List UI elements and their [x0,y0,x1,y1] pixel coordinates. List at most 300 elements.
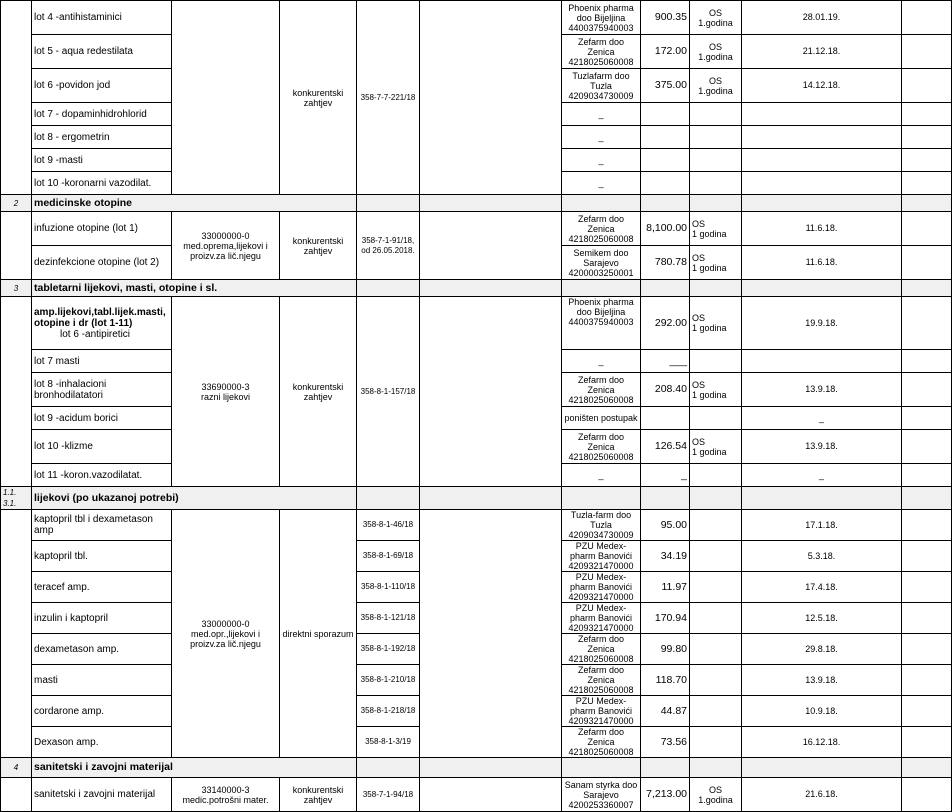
supplier-cell [562,172,641,195]
contract-cell [690,350,742,373]
amount-cell: 118.70 [641,665,690,696]
section-empty-cell [690,280,742,297]
supplier-cell [562,696,641,727]
text-line: 358-7-7-221/18 [360,92,416,102]
amount-cell [641,407,690,430]
contract-cell [690,35,742,69]
section-title: medicinske otopine [32,195,357,212]
contract-cell [690,69,742,103]
text-line: Phoenix pharma doo Bijeljina [568,297,634,317]
text-line: 358-8-1-157/18 [360,386,416,396]
text-line: konkurentski [292,381,344,392]
cpv-cell [172,778,280,812]
contract-cell [690,212,742,246]
lot-label: lot 9 -acidum borici [34,412,118,424]
contract-cell [690,407,742,430]
date-cell: 21.6.18. [742,778,902,812]
cpv-cell [172,297,280,487]
text-line: 4209321470000 [568,623,634,633]
reference-cell [357,212,420,280]
section-empty-cell [641,487,690,510]
supplier-cell [562,727,641,758]
supplier-cell [562,69,641,103]
text-line: medic.potrošni mater. [182,794,269,805]
text-line: OS [692,252,706,263]
section-title: sanitetski i zavojni materijal [32,758,357,778]
lot-name [32,350,172,373]
section-empty-cell [562,280,641,297]
blank-cell [420,212,562,280]
section-empty-cell [420,487,562,510]
text-line: PZU Medex-pharm Banovići [569,603,633,623]
amount-cell: ___ [641,350,690,373]
amount-cell: 208.40 [641,373,690,407]
section-empty-cell [357,487,420,510]
lot-sublabel: lot 6 -antipiretici [60,328,131,340]
text-line: PZU Medex-pharm Banovići [569,541,633,561]
text-line: od 26.05.2018. [361,245,415,255]
text-line: 33690000-3 [201,381,250,392]
text-line: 4400375940003 [568,317,634,327]
empty-cell [902,665,952,696]
supplier-cell [562,35,641,69]
text-line: konkurentski [292,235,344,246]
contract-cell [690,430,742,464]
lot-label: lot 7 masti [34,355,80,367]
text-line: OS [708,41,722,52]
contract-cell [690,103,742,126]
date-cell [742,126,902,149]
text-line: 33000000-0 [201,618,250,629]
amount-cell: 170.94 [641,603,690,634]
empty-cell [902,696,952,727]
section-empty-cell [690,758,742,778]
lot-name [32,172,172,195]
reference-cell [357,778,420,812]
text-line: 4209034730009 [568,90,634,101]
section-empty-cell [641,758,690,778]
supplier-cell [562,541,641,572]
supplier-cell [562,665,641,696]
contract-cell [690,696,742,727]
amount-cell: 11.97 [641,572,690,603]
date-cell: 5.3.18. [742,541,902,572]
reference-cell: 358-8-1-46/18 [357,510,420,541]
lot-name [32,297,172,350]
text-line: Zefarm doo Zenica [577,634,625,654]
text-line: med.opr.,lijekovi i [190,628,261,639]
text-line: 4200253360007 [568,799,634,810]
lot-name [32,246,172,280]
lot-label: cordarone amp. [34,705,105,717]
blank-cell [420,297,562,487]
section-number: 4 [1,758,32,778]
procedure-cell [280,297,357,487]
text-line: PZU Medex-pharm Banovići [569,572,633,592]
table-body [1,1,952,812]
text-line: poništen postupak [564,413,638,423]
reference-cell: 358-8-1-121/18 [357,603,420,634]
text-line: OS [692,313,706,323]
empty-cell [902,212,952,246]
contract-cell [690,727,742,758]
text-line: Tuzla-farm doo Tuzla [570,510,632,530]
text-line: 4209321470000 [568,592,634,602]
text-line: zahtjev [303,97,333,108]
cpv-cell [172,212,280,280]
reference-cell: 358-8-1-3/19 [357,727,420,758]
section-title: lijekovi (po ukazanoj potrebi) [32,487,357,510]
text-line: OS [708,784,722,795]
amount-cell: 7,213.00 [641,778,690,812]
table-row [1,1,952,35]
text-line: Zefarm doo Zenica [577,431,625,452]
lot-label: lot 10 -klizme [34,441,93,452]
contract-cell [690,172,742,195]
amount-cell: 780.78 [641,246,690,280]
empty-cell [902,103,952,126]
number-cell [1,212,32,280]
text-line: Zefarm doo Zenica [577,213,625,234]
text-line: 4218025060008 [568,56,634,67]
text-line: proizv.za lič.njegu [190,250,261,261]
lot-name [32,510,172,541]
section-empty-cell [742,280,902,297]
lot-name [32,665,172,696]
text-line: razni lijekovi [200,391,251,402]
cpv-cell [172,510,280,758]
empty-cell [902,430,952,464]
section-empty-cell [357,280,420,297]
contract-cell [690,149,742,172]
lot-label: amp.lijekovi,tabl.lijek.masti, otopine i dr (lot 1-11) [34,306,166,329]
section-empty-cell [357,758,420,778]
lot-label: lot 5 - aqua redestilata [34,46,133,57]
empty-cell [902,350,952,373]
empty-cell [902,35,952,69]
empty-cell [902,69,952,103]
lot-label: masti [34,674,58,686]
lot-name [32,373,172,407]
text-line: 1.godina [698,17,733,28]
supplier-cell [562,464,641,487]
procedure-cell [280,510,357,758]
text-line: 4200003250001 [568,267,634,278]
text-line: zahtjev [303,794,333,805]
contract-cell [690,634,742,665]
cpv-cell [172,1,280,195]
blank-cell [420,1,562,195]
lot-label: lot 6 -povidon jod [34,80,111,91]
lot-name [32,603,172,634]
table-row [1,297,952,350]
reference-cell: 358-8-1-192/18 [357,634,420,665]
text-line: OS [692,218,706,229]
blank-cell [420,778,562,812]
reference-cell: 358-8-1-69/18 [357,541,420,572]
text-line: 4400375940003 [568,22,634,33]
reference-cell: 358-8-1-210/18 [357,665,420,696]
lot-name [32,407,172,430]
text-line: _ [598,356,604,366]
procedure-cell [280,212,357,280]
lot-label: inzulin i kaptopril [34,612,108,624]
date-cell: 11.6.18. [742,212,902,246]
date-cell: 10.9.18. [742,696,902,727]
text-line: _ [598,132,604,142]
text-line: 4218025060008 [568,654,634,664]
section-number: 2 [1,195,32,212]
contract-cell [690,778,742,812]
lot-label: lot 8 - ergometrin [34,131,110,143]
amount-cell [641,172,690,195]
section-row [1,280,952,297]
amount-cell: 99.80 [641,634,690,665]
lot-name [32,69,172,103]
contract-cell [690,541,742,572]
supplier-cell [562,212,641,246]
lot-label: Dexason amp. [34,736,99,748]
text-line: OS [692,379,706,390]
text-line: 4209321470000 [568,716,634,726]
text-line: OS [708,75,722,86]
lot-name [32,696,172,727]
amount-cell: 375.00 [641,69,690,103]
text-line: 4218025060008 [568,233,634,244]
date-cell: 29.8.18. [742,634,902,665]
contract-cell [690,297,742,350]
amount-cell: 73.56 [641,727,690,758]
date-cell: 17.4.18. [742,572,902,603]
lot-label: lot 9 -masti [34,154,83,166]
empty-cell [902,572,952,603]
amount-cell: 900.35 [641,1,690,35]
date-cell: 13.9.18. [742,373,902,407]
contract-cell [690,373,742,407]
amount-cell [641,103,690,126]
date-cell: 13.9.18. [742,430,902,464]
text-line: 1.godina [698,51,733,62]
reference-cell: 358-8-1-110/18 [357,572,420,603]
contract-cell [690,665,742,696]
contract-cell [690,510,742,541]
empty-cell [902,297,952,350]
text-line: 33140000-3 [201,784,250,795]
lot-name [32,727,172,758]
text-line: 33000000-0 [201,230,250,241]
text-line: _ [598,155,604,165]
lot-name [32,572,172,603]
text-line: 1 godina [692,389,727,400]
empty-cell [902,778,952,812]
empty-cell [902,149,952,172]
date-cell: 14.12.18. [742,69,902,103]
text-line: _ [598,470,604,480]
lot-label: kaptopril tbl i dexametason amp [34,514,153,536]
section-number: 3 [1,280,32,297]
date-cell [742,103,902,126]
reference-cell [357,297,420,487]
lot-label: lot 4 -antihistaminici [34,12,122,23]
section-empty-cell [562,487,641,510]
text-line: 1.godina [698,85,733,96]
supplier-cell [562,430,641,464]
text-line: 4218025060008 [568,685,634,695]
lot-name [32,541,172,572]
date-cell: 19.9.18. [742,297,902,350]
supplier-cell [562,634,641,665]
supplier-cell [562,149,641,172]
supplier-cell [562,778,641,812]
number-cell [1,778,32,812]
section-empty-cell [562,195,641,212]
text-line: 4209034730009 [568,530,634,540]
text-line: konkurentski [292,784,344,795]
lot-name [32,212,172,246]
text-line: Phoenix pharma doo Bijeljina [568,2,634,23]
text-line: Zefarm doo Zenica [577,727,625,747]
text-line: 1 godina [692,228,727,239]
supplier-cell [562,350,641,373]
lot-name [32,149,172,172]
table-row [1,212,952,246]
text-line: 4209321470000 [568,561,634,571]
date-cell: 28.01.19. [742,1,902,35]
lot-label: lot 11 -koron.vazodilatat. [34,469,143,481]
amount-cell: 44.87 [641,696,690,727]
text-line: 1 godina [692,446,727,457]
text-line: OS [708,7,722,18]
procedure-cell [280,778,357,812]
lot-label: dexametason amp. [34,643,120,655]
supplier-cell [562,126,641,149]
lot-label: lot 10 -koronarni vazodilat. [34,177,152,189]
date-cell: _ [742,407,902,430]
lot-label: sanitetski i zavojni materijal [34,789,156,800]
section-empty-cell [420,195,562,212]
contract-cell [690,572,742,603]
supplier-cell [562,407,641,430]
empty-cell [902,634,952,665]
date-cell: 16.12.18. [742,727,902,758]
blank-cell [420,510,562,758]
empty-cell [902,510,952,541]
amount-cell: 172.00 [641,35,690,69]
number-cell [1,1,32,195]
supplier-cell [562,297,641,350]
lot-label: kaptopril tbl. [34,550,88,562]
supplier-cell [562,603,641,634]
date-cell: 11.6.18. [742,246,902,280]
empty-cell [902,172,952,195]
amount-cell: 126.54 [641,430,690,464]
supplier-cell [562,510,641,541]
text-line: Sanam styrka doo Sarajevo [564,779,638,800]
text-line: konkurentski [292,87,344,98]
supplier-cell [562,103,641,126]
date-cell: 13.9.18. [742,665,902,696]
text-line: Semikem doo Sarajevo [573,247,629,268]
text-line: 358-7-1-94/18 [362,789,414,799]
text-line: direktni sporazum [282,628,354,639]
procedure-cell [280,1,357,195]
text-line: PZU Medex-pharm Banovići [569,696,633,716]
text-line: 4218025060008 [568,451,634,462]
number-cell [1,297,32,487]
text-line: 1 godina [692,262,727,273]
lot-name [32,35,172,69]
contract-cell [690,1,742,35]
section-title: tabletarni lijekovi, masti, otopine i sl. [32,280,357,297]
section-empty-cell [690,195,742,212]
section-empty-cell [420,758,562,778]
section-empty-cell [420,280,562,297]
text-line: 4218025060008 [568,394,634,405]
text-line: 4218025060008 [568,747,634,757]
text-line: _ [598,178,604,188]
number-cell [1,510,32,758]
text-line: 358-7-1-91/18, [361,235,415,245]
section-row [1,195,952,212]
section-row [1,758,952,778]
empty-cell [902,727,952,758]
section-empty-cell [562,758,641,778]
contract-cell [690,603,742,634]
text-line: Zefarm doo Zenica [577,36,625,57]
date-cell [742,172,902,195]
section-empty-cell [641,280,690,297]
lot-label: teracef amp. [34,581,90,593]
text-line: Zefarm doo Zenica [577,665,625,685]
lot-label: infuzione otopine (lot 1) [34,223,138,234]
table-row [1,510,952,541]
text-line: OS [692,436,706,447]
table-row [1,778,952,812]
date-cell: _ [742,464,902,487]
empty-cell [902,407,952,430]
date-cell: 17.1.18. [742,510,902,541]
text-line: med.oprema,lijekovi i [183,240,268,251]
section-empty-cell [742,758,902,778]
text-line: 1.godina [698,794,733,805]
contract-cell [690,126,742,149]
empty-cell [902,603,952,634]
section-empty-cell [902,758,952,778]
section-empty-cell [357,195,420,212]
supplier-cell [562,373,641,407]
reference-cell [357,1,420,195]
text-line: Tuzlafarm doo Tuzla [572,70,630,91]
amount-cell: 292.00 [641,297,690,350]
reference-cell: 358-8-1-218/18 [357,696,420,727]
text-line: zahtjev [303,391,333,402]
section-empty-cell [641,195,690,212]
text-line: zahtjev [303,245,333,256]
lot-name [32,464,172,487]
section-empty-cell [690,487,742,510]
section-empty-cell [902,280,952,297]
section-empty-cell [742,487,902,510]
empty-cell [902,373,952,407]
amount-cell [641,126,690,149]
lot-label: dezinfekcione otopine (lot 2) [34,257,160,268]
supplier-cell [562,572,641,603]
date-cell [742,350,902,373]
empty-cell [902,464,952,487]
section-empty-cell [902,195,952,212]
lot-name [32,1,172,35]
lot-name [32,430,172,464]
